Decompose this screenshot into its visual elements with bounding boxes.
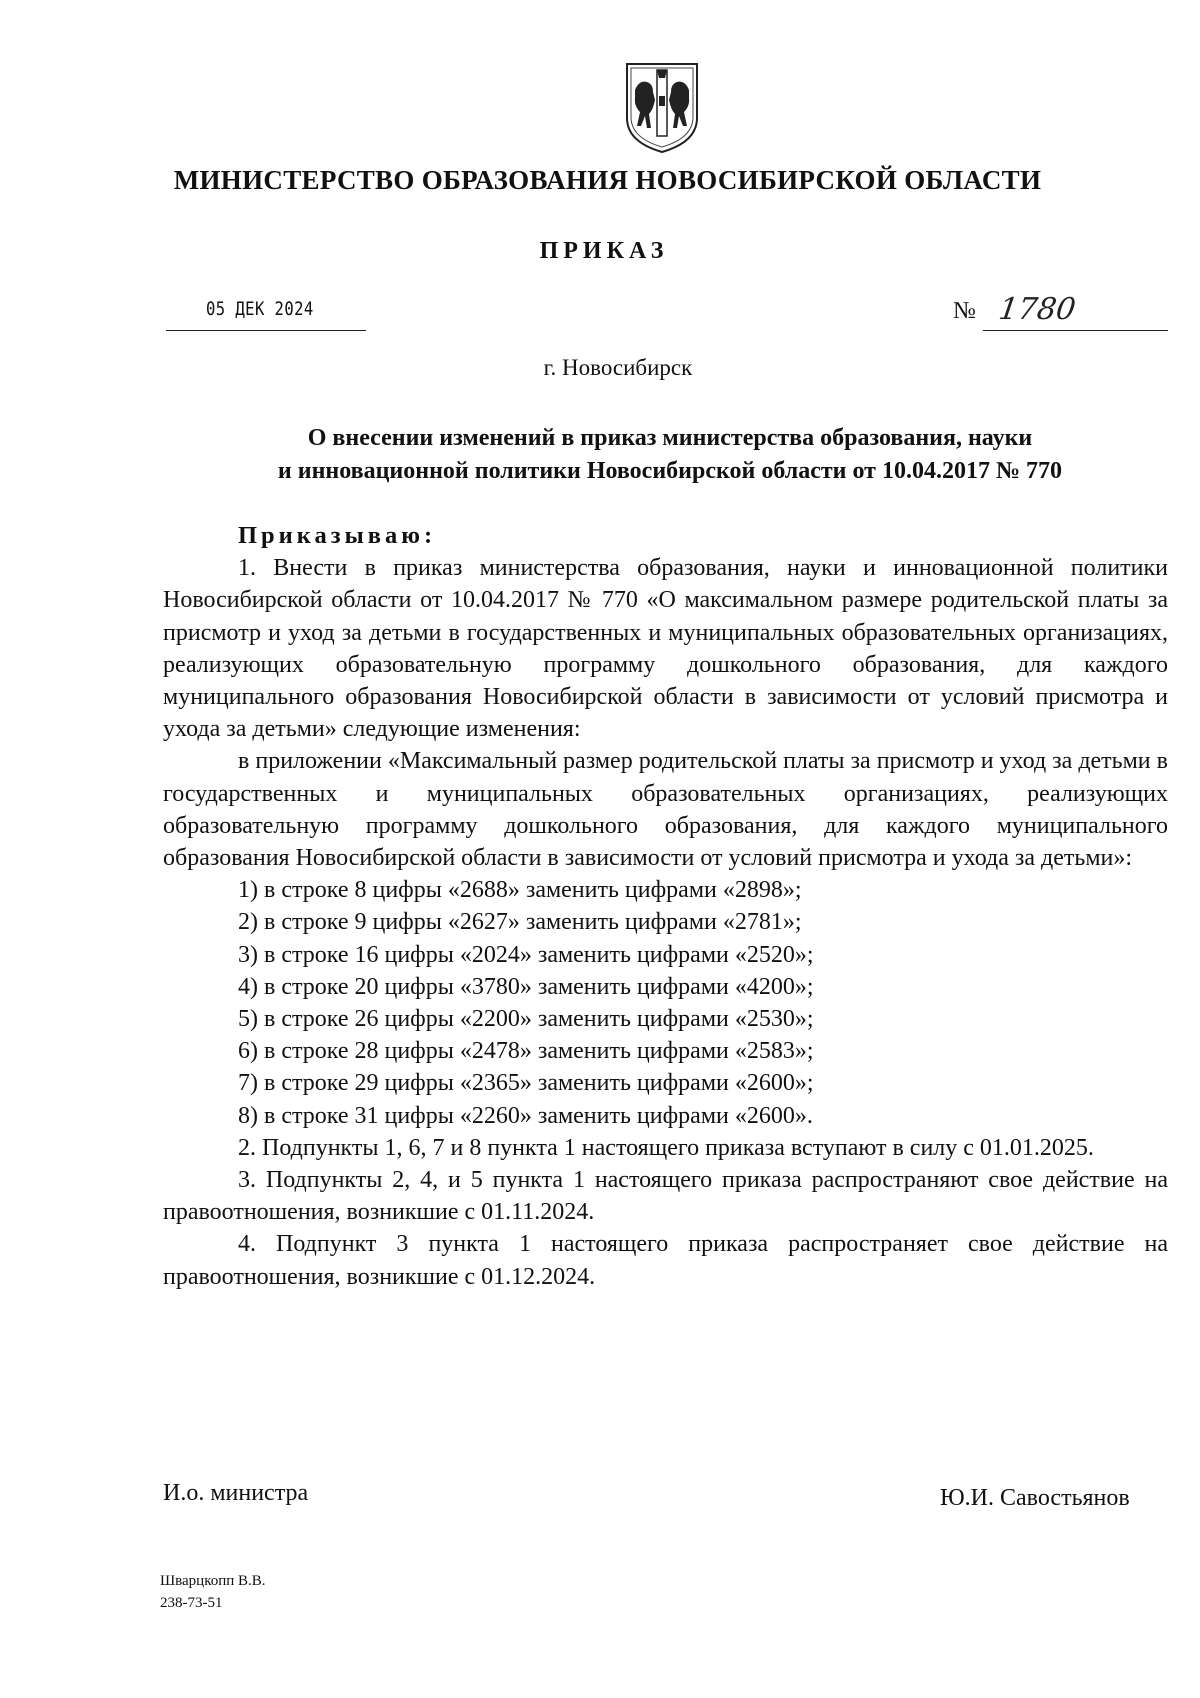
city: г. Новосибирск: [543, 355, 693, 380]
list-item: 3) в строке 16 цифры «2024» заменить цифрами «2520»;: [238, 941, 814, 968]
paragraph-appendix: в приложении «Максимальный размер родительской платы за присмотр и уход за детьми в государственных и муниципальных образовательных организациях, реализующих образовательную программу дошкольного образования, для каждого муниципального образования Новосибирской области в зависимости от условий присмотра и ухода за детьми»:: [163, 748, 1168, 872]
order-word: Приказываю:: [238, 522, 437, 549]
number-sign: №: [953, 298, 976, 324]
executor-phone: 238-73-51: [160, 1595, 223, 1611]
registration-date: 05 ДЕК 2024: [206, 298, 314, 320]
document-body: [163, 520, 1168, 1293]
document-type: ПРИКАЗ: [539, 238, 669, 264]
list-item: 1) в строке 8 цифры «2688» заменить цифрами «2898»;: [238, 877, 802, 904]
registration-number-field: [983, 292, 1168, 331]
list-item: 5) в строке 26 цифры «2200» заменить цифрами «2530»;: [238, 1006, 814, 1033]
list-item: 2) в строке 9 цифры «2627» заменить цифрами «2781»;: [238, 909, 802, 936]
signatory-name: Ю.И. Савостьянов: [940, 1485, 1130, 1511]
title-line-1: О внесении изменений в приказ министерства образования, науки: [307, 425, 1033, 451]
executor-name: Шварцкопп В.В.: [160, 1573, 266, 1589]
paragraph-2: 2. Подпункты 1, 6, 7 и 8 пункта 1 настоящего приказа вступают в силу с 01.01.2025.: [238, 1134, 1094, 1161]
title-line-2: и инновационной политики Новосибирской области от 10.04.2017 № 770: [277, 458, 1063, 484]
registration-number: 1780: [996, 292, 1078, 327]
list-item: 6) в строке 28 цифры «2478» заменить цифрами «2583»;: [238, 1038, 814, 1065]
paragraph-3: 3. Подпункты 2, 4, и 5 пункта 1 настоящего приказа распространяют свое действие на правоотношения, возникшие с 01.11.2024.: [163, 1167, 1168, 1226]
coat-of-arms-icon: [621, 60, 703, 155]
list-item: 4) в строке 20 цифры «3780» заменить цифрами «4200»;: [238, 973, 814, 1000]
paragraph-1: 1. Внести в приказ министерства образования, науки и инновационной политики Новосибирской области от 10.04.2017 № 770 «О максимальном размере родительской платы за присмотр и уход за детьми в государственных и муниципальных образовательных организациях, реализующих образовательную программу дошкольного образования, для каждого муниципального образования Новосибирской области в зависимости от условий присмотра и ухода за детьми» следующие изменения:: [163, 555, 1168, 743]
paragraph-4: 4. Подпункт 3 пункта 1 настоящего приказа распространяет свое действие на правоотношения, возникшие с 01.12.2024.: [163, 1231, 1168, 1290]
list-item: 7) в строке 29 цифры «2365» заменить цифрами «2600»;: [238, 1070, 814, 1097]
signatory-role: И.о. министра: [163, 1480, 309, 1506]
ministry-name: МИНИСТЕРСТВО ОБРАЗОВАНИЯ НОВОСИБИРСКОЙ ОБЛАСТИ: [173, 165, 1042, 195]
registration-date-field: [166, 298, 366, 331]
document-title: [170, 422, 1170, 488]
list-item: 8) в строке 31 цифры «2260» заменить цифрами «2600».: [238, 1102, 813, 1129]
